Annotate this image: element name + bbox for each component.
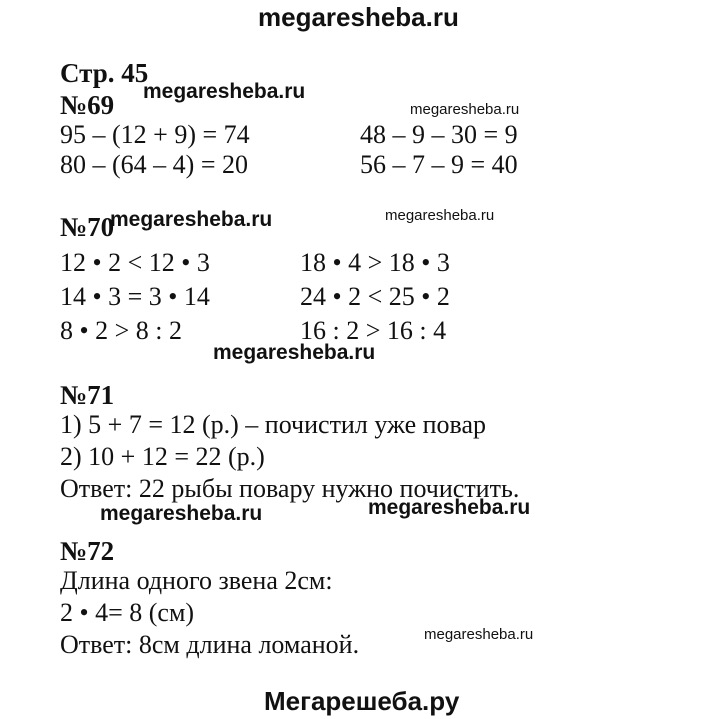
task-70-left-line: 8 • 2 > 8 : 2 — [60, 316, 182, 345]
task-70-right-line: 16 : 2 > 16 : 4 — [300, 316, 447, 345]
small-watermark: megaresheba.ru — [424, 626, 534, 643]
task-71-title: №71 — [60, 380, 115, 410]
task-69-left-line: 95 – (12 + 9) = 74 — [60, 120, 250, 149]
task-69-left-line: 80 – (64 – 4) = 20 — [60, 150, 248, 179]
inline-watermark: megaresheba.ru — [100, 502, 263, 525]
task-70-right-line: 24 • 2 < 25 • 2 — [300, 282, 450, 311]
task-72-line: 2 • 4= 8 (см) — [60, 598, 195, 627]
task-71-line: 2) 10 + 12 = 22 (р.) — [60, 442, 265, 471]
task-70-left-line: 14 • 3 = 3 • 14 — [60, 282, 210, 311]
task-72-line: Длина одного звена 2см: — [60, 566, 333, 595]
site-watermark-top: megaresheba.ru — [258, 2, 459, 32]
task-69-title: №69 — [60, 90, 115, 120]
task-70-title: №70 — [60, 212, 115, 242]
site-watermark-footer: Мегарешеба.ру — [264, 686, 460, 716]
small-watermark: megaresheba.ru — [410, 101, 520, 118]
small-watermark: megaresheba.ru — [385, 207, 495, 224]
task-70-left-line: 12 • 2 < 12 • 3 — [60, 248, 210, 277]
task-72-answer: Ответ: 8см длина ломаной. — [60, 630, 360, 659]
task-71-answer: Ответ: 22 рыбы повару нужно почистить. — [60, 474, 520, 503]
inline-watermark: megaresheba.ru — [110, 208, 273, 231]
task-72-title: №72 — [60, 536, 115, 566]
task-71-line: 1) 5 + 7 = 12 (р.) – почистил уже повар — [60, 410, 487, 439]
page-label: Стр. 45 — [60, 58, 149, 88]
task-70-right-line: 18 • 4 > 18 • 3 — [300, 248, 450, 277]
inline-watermark: megaresheba.ru — [143, 80, 306, 103]
task-69-right-line: 48 – 9 – 30 = 9 — [360, 120, 518, 149]
task-69-right-line: 56 – 7 – 9 = 40 — [360, 150, 518, 179]
inline-watermark: megaresheba.ru — [213, 341, 376, 364]
inline-watermark: megaresheba.ru — [368, 496, 531, 519]
